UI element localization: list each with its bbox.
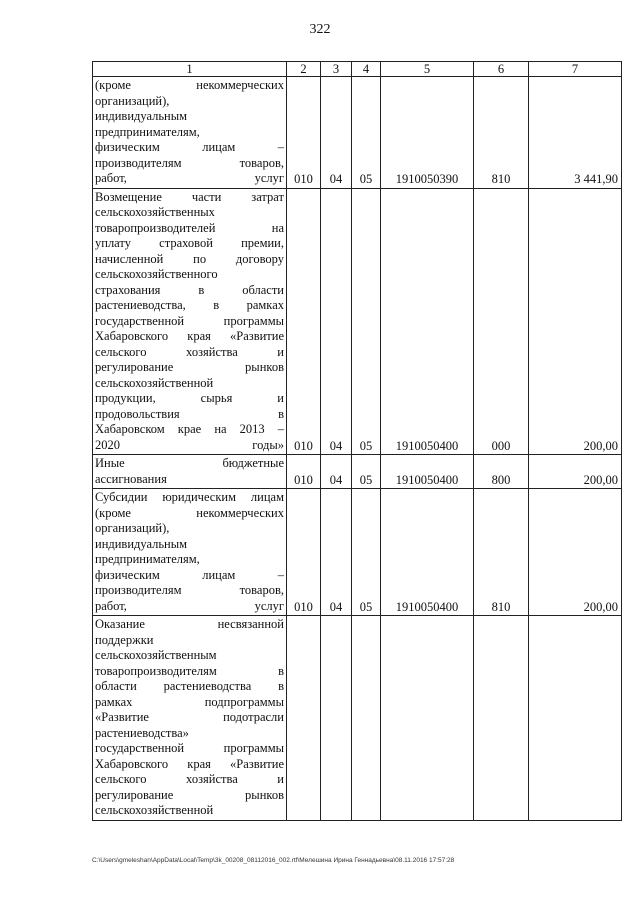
- ministry-code-cell: 010: [287, 188, 321, 455]
- description-line: сельского хозяйства и: [95, 772, 284, 786]
- description-line: индивидуальным: [95, 536, 188, 551]
- expense-type-cell: 000: [474, 188, 529, 455]
- description-line: уплату страховой премии,: [95, 236, 284, 250]
- description-line: «Развитие подотрасли: [95, 710, 284, 724]
- amount-cell: 200,00: [529, 455, 622, 489]
- row-description: [93, 455, 287, 489]
- description-line: продукции, сырья и: [95, 391, 284, 405]
- description-line: растениеводства, в рамках: [95, 298, 284, 312]
- header-cell: 4: [352, 62, 381, 77]
- description-line: государственной программы: [95, 313, 284, 328]
- description-line: продовольствия в: [95, 406, 284, 421]
- description-line: сельскохозяйственного: [95, 267, 218, 281]
- row-description: [93, 77, 287, 189]
- header-cell: 5: [381, 62, 474, 77]
- description-line: предпринимателям,: [95, 552, 200, 566]
- header-cell: 6: [474, 62, 529, 77]
- header-cell: 1: [93, 62, 287, 77]
- header-cell: 2: [287, 62, 321, 77]
- row-description: [93, 616, 287, 821]
- description-line: предпринимателям,: [95, 124, 200, 139]
- header-cell: 7: [529, 62, 622, 77]
- expense-type-cell: 810: [474, 489, 529, 616]
- budget-table: [92, 61, 622, 821]
- section-code-cell: 04: [321, 188, 352, 455]
- description-line: работ, услуг: [95, 171, 284, 185]
- description-line: поддержки: [95, 632, 154, 647]
- description-line: физическим лицам –: [95, 140, 284, 154]
- header-cell: 3: [321, 62, 352, 77]
- subsection-code-cell: 05: [352, 489, 381, 616]
- amount-cell: 200,00: [529, 489, 622, 616]
- description-line: Хабаровского края «Развитие: [95, 756, 284, 771]
- description-line: сельского хозяйства и: [95, 344, 284, 359]
- description-line: производителям товаров,: [95, 583, 284, 597]
- description-line: растениеводства»: [95, 725, 189, 740]
- target-article-cell: 1910050400: [381, 188, 474, 455]
- description-line: (кроме некоммерческих: [95, 78, 284, 92]
- page-number: 322: [309, 22, 331, 37]
- amount-cell: 3 441,90: [529, 77, 622, 189]
- description-line: сельскохозяйственной: [95, 375, 214, 390]
- table-header-row: [93, 62, 622, 77]
- description-line: сельскохозяйственным: [95, 648, 217, 662]
- target-article-cell: 1910050390: [381, 77, 474, 189]
- table-row: [93, 77, 622, 189]
- description-line: Хабаровском крае на 2013 –: [95, 422, 284, 436]
- description-line: физическим лицам –: [95, 567, 284, 582]
- description-line: 2020 годы»: [95, 437, 284, 452]
- table-row: [93, 188, 622, 455]
- description-line: регулирование рынков: [95, 360, 284, 374]
- section-code-cell: [321, 616, 352, 821]
- section-code-cell: 04: [321, 77, 352, 189]
- section-code-cell: 04: [321, 489, 352, 616]
- ministry-code-cell: [287, 616, 321, 821]
- description-line: области растениеводства в: [95, 679, 284, 693]
- table-row: [93, 489, 622, 616]
- description-line: организаций),: [95, 521, 170, 535]
- subsection-code-cell: 05: [352, 455, 381, 489]
- subsection-code-cell: 05: [352, 188, 381, 455]
- description-line: Хабаровского края «Развитие: [95, 329, 284, 343]
- description-line: сельскохозяйственных: [95, 205, 215, 219]
- target-article-cell: 1910050400: [381, 455, 474, 489]
- description-line: Иные бюджетные: [95, 456, 284, 470]
- description-line: работ, услуг: [95, 598, 284, 613]
- target-article-cell: [381, 616, 474, 821]
- file-path-footer: C:\Users\gmeleshan\AppData\Local\Temp\3k_00208_08112016_002.rtf\Мелешина Ирина Геннадьевна\08.11.2016 17:57:28: [92, 857, 455, 864]
- expense-type-cell: 800: [474, 455, 529, 489]
- ministry-code-cell: 010: [287, 455, 321, 489]
- subsection-code-cell: [352, 616, 381, 821]
- row-description: [93, 489, 287, 616]
- description-line: производителям товаров,: [95, 155, 284, 170]
- expense-type-cell: [474, 616, 529, 821]
- ministry-code-cell: 010: [287, 489, 321, 616]
- description-line: индивидуальным: [95, 109, 188, 123]
- table-row: [93, 455, 622, 489]
- description-line: товаропроизводителей на: [95, 220, 284, 235]
- ministry-code-cell: 010: [287, 77, 321, 189]
- amount-cell: [529, 616, 622, 821]
- section-code-cell: 04: [321, 455, 352, 489]
- description-line: Оказание несвязанной: [95, 617, 284, 631]
- description-line: сельскохозяйственной: [95, 803, 214, 817]
- subsection-code-cell: 05: [352, 77, 381, 189]
- target-article-cell: 1910050400: [381, 489, 474, 616]
- description-line: (кроме некоммерческих: [95, 505, 284, 520]
- description-line: страхования в области: [95, 282, 284, 297]
- description-line: начисленной по договору: [95, 251, 284, 266]
- expense-type-cell: 810: [474, 77, 529, 189]
- description-line: регулирование рынков: [95, 787, 284, 802]
- table-row: [93, 616, 622, 821]
- description-line: товаропроизводителям в: [95, 663, 284, 678]
- row-description: [93, 188, 287, 455]
- description-line: рамках подпрограммы: [95, 694, 284, 709]
- description-line: государственной программы: [95, 741, 284, 755]
- description-line: ассигнования: [95, 471, 167, 486]
- description-line: Субсидии юридическим лицам: [95, 490, 284, 504]
- description-line: организаций),: [95, 93, 170, 108]
- amount-cell: 200,00: [529, 188, 622, 455]
- description-line: Возмещение части затрат: [95, 189, 284, 204]
